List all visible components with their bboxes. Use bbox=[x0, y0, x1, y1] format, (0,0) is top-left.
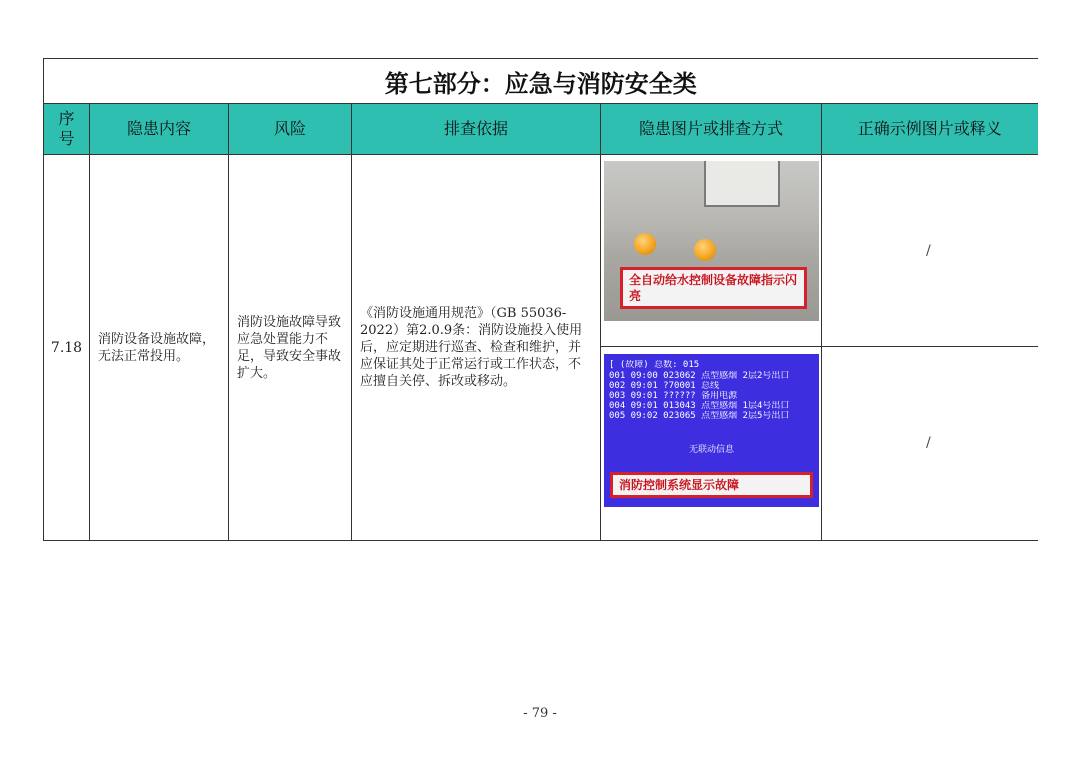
row-correct bbox=[822, 155, 1038, 541]
panel-line: 004 09:01 013043 点型感烟 1层4号出口 bbox=[609, 401, 790, 411]
panel-line: 002 09:01 ?70001 总线 bbox=[609, 381, 720, 391]
section-title: 第七部分：应急与消防安全类 bbox=[44, 59, 1038, 104]
col-header-index bbox=[44, 104, 90, 155]
photo-caption: 消防控制系统显示故障 bbox=[610, 472, 813, 498]
correct-example-2: / bbox=[926, 435, 931, 451]
row-basis: 《消防设施通用规范》（GB 55036-2022）第2.0.9条：消防设施投入使用后，应定期进行巡查、检查和维护，并应保证其处于正常运行或工作状态，不应擅自关停、拆改或移动。 bbox=[352, 155, 601, 541]
col-header-correct: 正确示例图片或释义 bbox=[822, 104, 1038, 155]
row-hazard: 消防设备设施故障，无法正常投用。 bbox=[90, 155, 229, 541]
panel-line: 001 09:00 023062 点型感烟 2层2号出口 bbox=[609, 371, 790, 381]
panel-line: 005 09:02 023065 点型感烟 2层5号出口 bbox=[609, 411, 790, 421]
table-row bbox=[44, 155, 1038, 541]
col-header-hazard: 隐患内容 bbox=[90, 104, 229, 155]
fault-photo-water-control bbox=[604, 161, 819, 321]
col-header-index-text: 序号 bbox=[58, 109, 75, 148]
fault-photo-fire-panel bbox=[604, 354, 819, 507]
col-header-method: 隐患图片或排查方式 bbox=[601, 104, 822, 155]
row-method bbox=[601, 155, 822, 541]
cell-divider bbox=[822, 346, 1038, 347]
correct-example-1: / bbox=[926, 243, 931, 259]
col-header-risk: 风险 bbox=[229, 104, 352, 155]
photo-caption: 全自动给水控制设备故障指示闪亮 bbox=[620, 267, 807, 309]
panel-line: 003 09:01 ?????? 备用电源 bbox=[609, 391, 738, 401]
gauge-meter bbox=[704, 161, 780, 207]
row-index: 7.18 bbox=[44, 155, 90, 541]
panel-header: [ (故障) 总数: 015 bbox=[609, 360, 700, 370]
hazard-table bbox=[43, 58, 1038, 541]
row-risk: 消防设施故障导致应急处置能力不足，导致安全事故扩大。 bbox=[229, 155, 352, 541]
col-header-basis: 排查依据 bbox=[352, 104, 601, 155]
panel-footer: 无联动信息 bbox=[688, 445, 734, 455]
indicator-light bbox=[634, 233, 656, 255]
page-number: - 79 - bbox=[523, 706, 557, 721]
indicator-light bbox=[694, 239, 716, 261]
cell-divider bbox=[601, 346, 821, 347]
